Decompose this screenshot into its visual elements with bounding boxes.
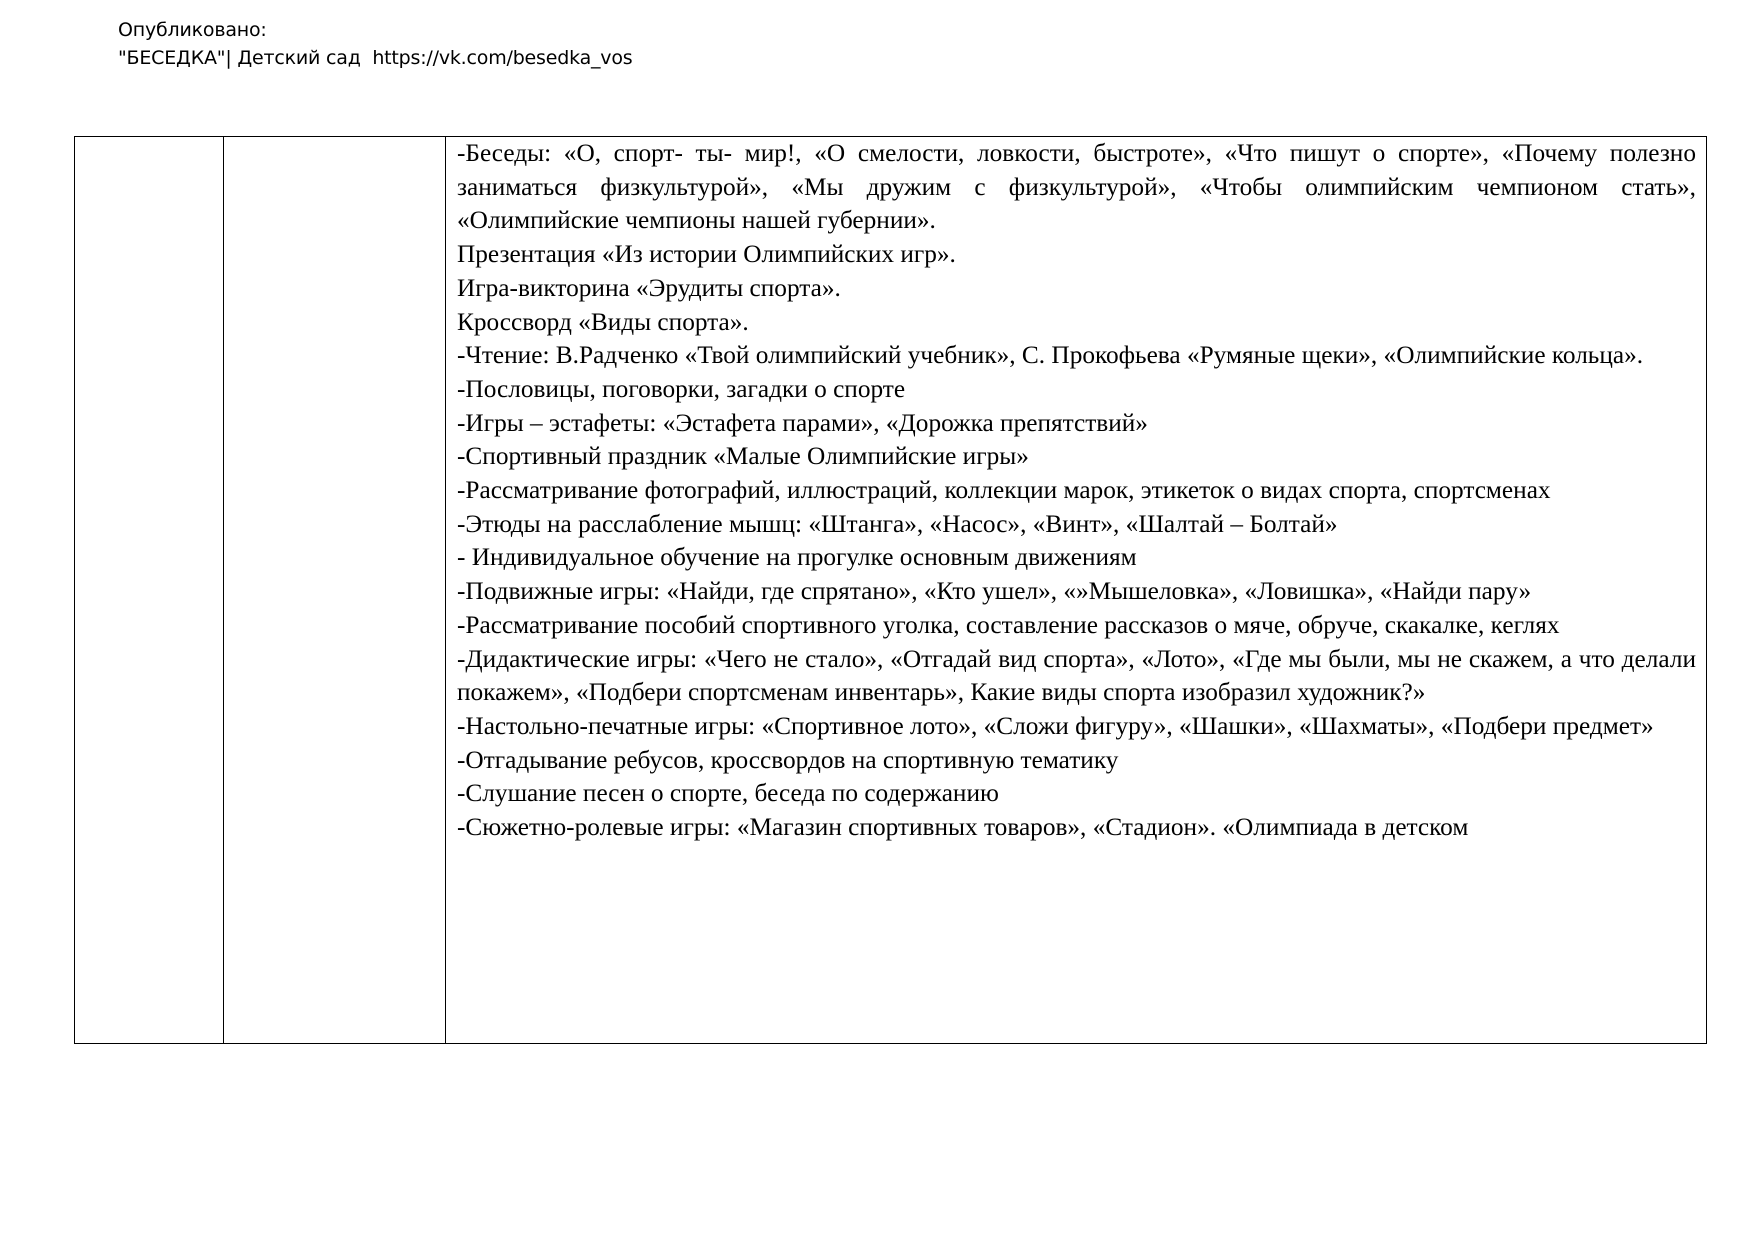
table-cell-activities — [446, 137, 1706, 1043]
paragraph: -Рассматривание фотографий, иллюстраций, коллекции марок, этикеток о видах спорта, спортсменах — [457, 476, 1551, 505]
source-line: "БЕСЕДКА"| Детский сад https://vk.com/besedka_vos — [118, 47, 633, 69]
paragraph: -Настольно-печатные игры: «Спортивное лото», «Сложи фигуру», «Шашки», «Шахматы», «Подбери предмет» — [457, 711, 1654, 740]
paragraph: -Беседы: «О, спорт- ты- мир!, «О смелости, ловкости, быстроте», «Что пишут о спорте», «Почему полезно заниматься физкультурой», «Мы дружим с физкультурой», «Чтобы олимпийским чемпионом стать», «Олимпийские чемпионы нашей губернии». — [457, 139, 1696, 235]
table-cell-col-2 — [224, 137, 446, 1043]
paragraph: -Пословицы, поговорки, загадки о спорте — [457, 374, 906, 403]
paragraph: -Отгадывание ребусов, кроссвордов на спортивную тематику — [457, 745, 1119, 774]
paragraph: -Дидактические игры: «Чего не стало», «Отгадай вид спорта», «Лото», «Где мы были, мы не скажем, а что делали покажем», «Подбери спортсменам инвентарь», Какие виды спорта изобразил художник?» — [457, 644, 1696, 707]
paragraph: -Этюды на расслабление мышц: «Штанга», «Насос», «Винт», «Шалтай – Болтай» — [457, 509, 1338, 538]
paragraph: Кроссворд «Виды спорта». — [457, 307, 749, 336]
paragraph: - Индивидуальное обучение на прогулке основным движениям — [457, 543, 1137, 572]
paragraph: Презентация «Из истории Олимпийских игр». — [457, 240, 956, 269]
paragraph: -Игры – эстафеты: «Эстафета парами», «Дорожка препятствий» — [457, 408, 1148, 437]
table-cell-col-1 — [75, 137, 224, 1043]
paragraph: -Сюжетно-ролевые игры: «Магазин спортивных товаров», «Стадион». «Олимпиада в детском — [457, 813, 1469, 842]
paragraph: -Рассматривание пособий спортивного уголка, составление рассказов о мяче, обруче, скакалке, кеглях — [457, 610, 1560, 639]
paragraph: -Подвижные игры: «Найди, где спрятано», «Кто ушел», «»Мышеловка», «Ловишка», «Найди пару» — [457, 577, 1532, 606]
paragraph: -Слушание песен о спорте, беседа по содержанию — [457, 779, 999, 808]
paragraph: -Спортивный праздник «Малые Олимпийские игры» — [457, 442, 1029, 471]
published-label: Опубликовано: — [118, 19, 267, 41]
publication-header — [118, 16, 632, 72]
paragraph: Игра-викторина «Эрудиты спорта». — [457, 273, 841, 302]
paragraph: -Чтение: В.Радченко «Твой олимпийский учебник», С. Прокофьева «Румяные щеки», «Олимпийские кольца». — [457, 341, 1644, 370]
activity-table — [74, 136, 1707, 1044]
